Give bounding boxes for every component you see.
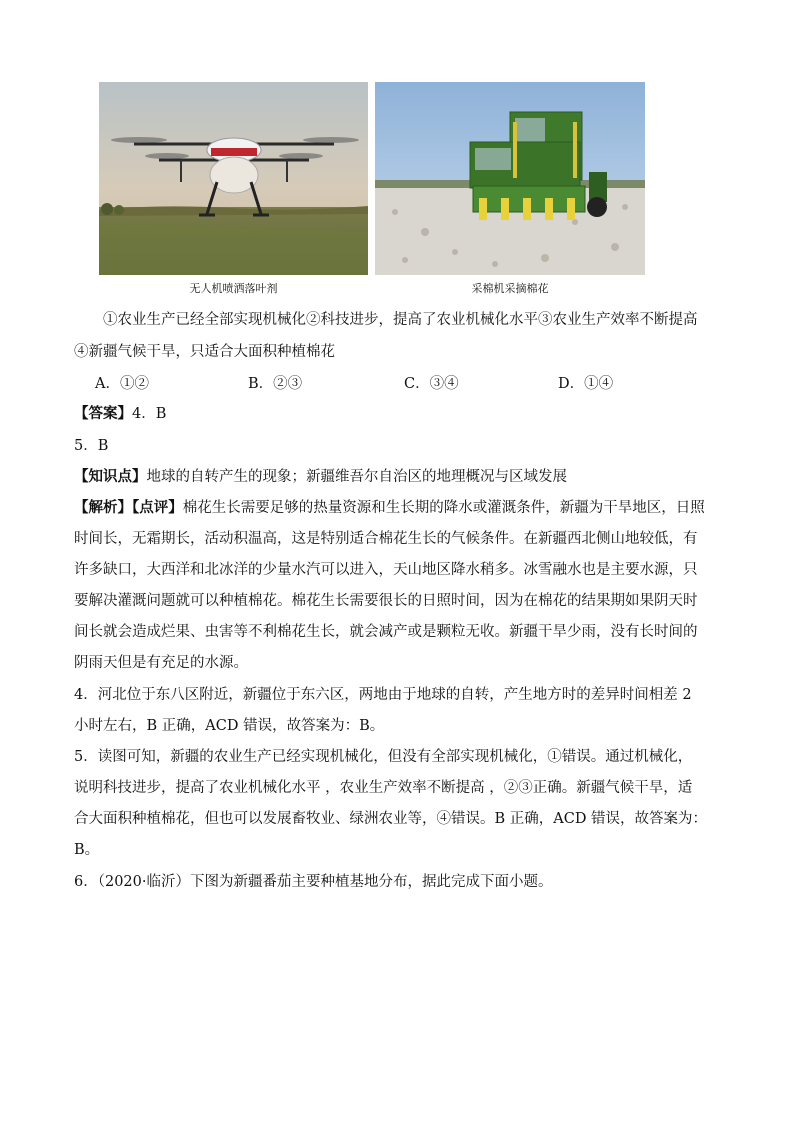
option-d: D．①④: [558, 376, 614, 392]
knowledge-text: 地球的自转产生的现象；新疆维吾尔自治区的地理概况与区域发展: [146, 469, 567, 485]
figure-caption-right: 采棉机采摘棉花: [471, 282, 549, 295]
review-tag: 【点评】: [132, 499, 183, 516]
analysis-line-5: 间长就会造成烂果、虫害等不利棉花生长，就会减产或是颗粒无收。新疆干旱少雨，没有长时间的: [74, 624, 698, 640]
explanation5-line-2: 说明科技进步，提高了农业机械化水平 ，农业生产效率不断提高 ，②③正确。新疆气候干旱，适: [74, 780, 693, 796]
analysis-line-2: 时间长，无霜期长，活动积温高，这是特别适合棉花生长的气候条件。在新疆西北侧山地较低，有: [74, 531, 698, 547]
answer-line-2: 5．B: [74, 438, 109, 454]
option-b: B．②③: [248, 376, 303, 392]
drone-photo: [99, 82, 368, 275]
statement-line-1: ①农业生产已经全部实现机械化②科技进步，提高了农业机械化水平③农业生产效率不断提高: [103, 312, 698, 328]
explanation5-line-4: B。: [74, 842, 100, 858]
cotton-picker-photo: [375, 82, 645, 275]
answer-text: 4．B: [132, 406, 167, 422]
option-c: C．③④: [404, 376, 459, 392]
option-a: A．①②: [95, 376, 149, 392]
statement-line-2: ④新疆气候干旱，只适合大面积种植棉花: [74, 344, 335, 360]
explanation4-line-1: 4．河北位于东八区附近，新疆位于东六区，两地由于地球的自转，产生地方时的差异时间相差 2: [74, 687, 692, 703]
analysis-line-1: [74, 498, 705, 518]
question6-line: 6．（2020·临沂）下图为新疆番茄主要种植基地分布，据此完成下面小题。: [74, 874, 553, 890]
answer-line: [74, 404, 166, 424]
analysis-line-3: 许多缺口，大西洋和北冰洋的少量水汽可以进入，天山地区降水稍多。冰雪融水也是主要水源，只: [74, 562, 698, 578]
analysis-tag: 【解析】: [74, 499, 132, 516]
knowledge-tag: 【知识点】: [74, 468, 147, 485]
explanation5-line-3: 合大面积种植棉花，但也可以发展畜牧业、绿洲农业等，④错误。B 正确，ACD 错误，故答案为：: [74, 811, 708, 827]
explanation4-line-2: 小时左右，B 正确，ACD 错误，故答案为：B。: [74, 718, 385, 734]
answer-tag: 【答案】: [74, 405, 132, 422]
figure: [99, 82, 645, 296]
analysis-line-6: 阴雨天但是有充足的水源。: [74, 655, 248, 671]
analysis-text-1: 棉花生长需要足够的热量资源和生长期的降水或灌溉条件，新疆为干旱地区，日照: [182, 500, 705, 516]
knowledge-line: [74, 467, 567, 487]
explanation5-line-1: 5．读图可知，新疆的农业生产已经实现机械化，但没有全部实现机械化，①错误。通过机械化，: [74, 749, 693, 765]
figure-caption-left: 无人机喷洒落叶剂: [189, 282, 278, 295]
analysis-line-4: 要解决灌溉问题就可以种植棉花。棉花生长需要很长的日照时间，因为在棉花的结果期如果阴天时: [74, 593, 698, 609]
